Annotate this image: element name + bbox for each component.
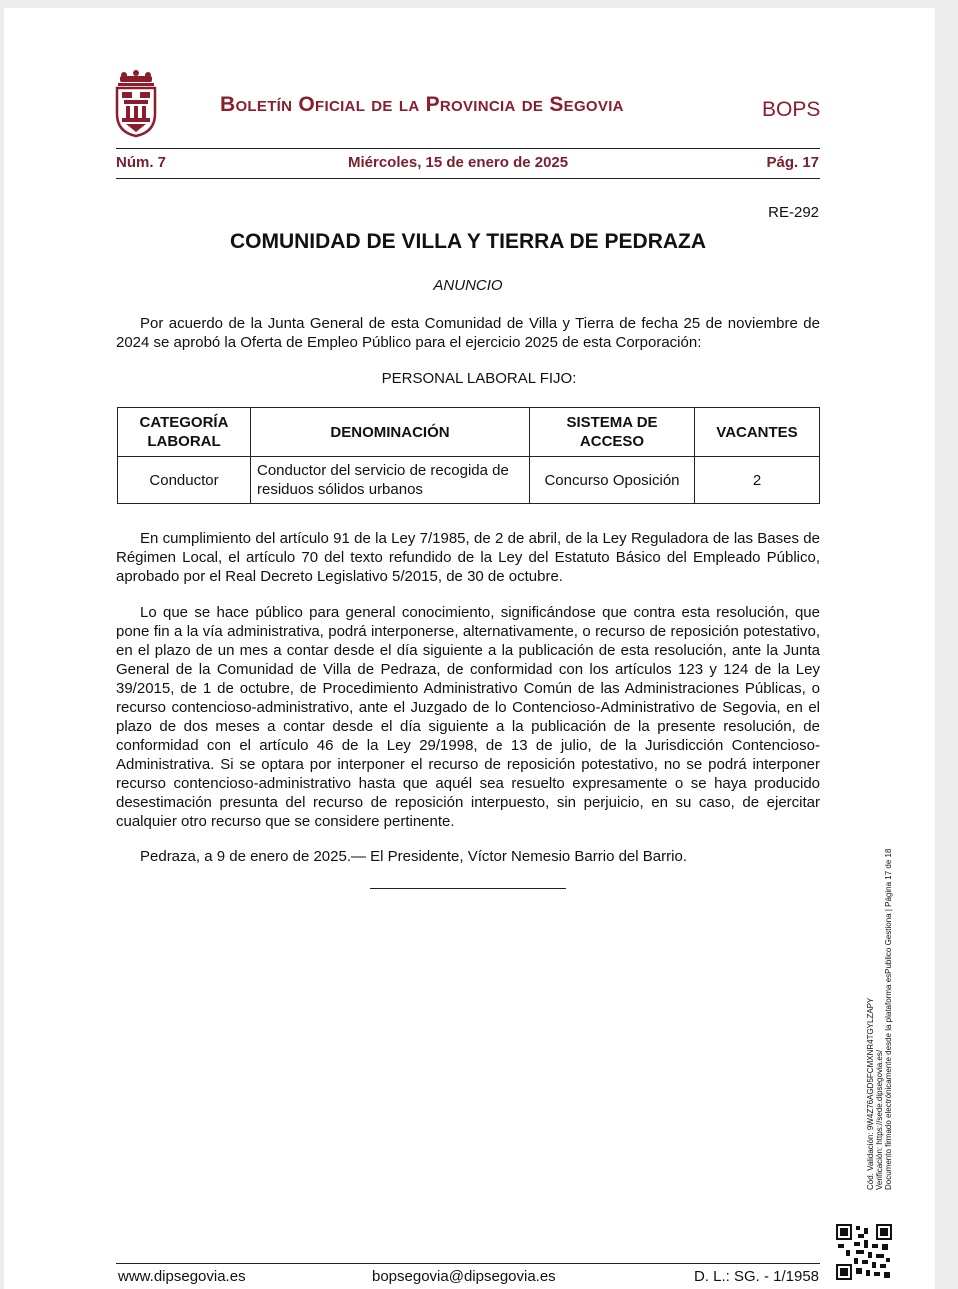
table-row bbox=[118, 457, 820, 504]
validation-note bbox=[866, 849, 893, 1190]
table-header-row bbox=[118, 408, 820, 457]
table-cell: Concurso Oposición bbox=[530, 457, 695, 504]
validation-code: Cód. Validación: 9W4Z76AGD5FCMXNR4TGYLZAPY bbox=[866, 997, 875, 1190]
section-label: PERSONAL LABORAL FIJO: bbox=[381, 370, 577, 387]
column-header: VACANTES bbox=[695, 408, 820, 457]
footer-website: www.dipsegovia.es bbox=[118, 1268, 246, 1285]
footer-legal-deposit: D. L.: SG. - 1/1958 bbox=[693, 1268, 819, 1285]
issue-number: Núm. 7 bbox=[116, 154, 167, 171]
verification-url: Verificación: https://sede.dipsegovia.es/ bbox=[875, 1049, 884, 1190]
closing-separator bbox=[370, 888, 566, 889]
announcement-heading: COMUNIDAD DE VILLA Y TIERRA DE PEDRAZA bbox=[229, 230, 707, 253]
appeal-paragraph: Lo que se hace público para general conocimiento, significándose que contra esta resolución, que pone fin a la vía administrativa, podrá interponerse, alternativamente, o recurso de reposición potestativo, en el plazo de un mes a contar desde el día siguiente a la publicación de esta resolución, ante la Junta General de la Comunidad de Villa de Pedraza, de conformidad con los artículos 123 y 124 de la Ley 39/2015, de 1 de octubre, de Procedimiento Administrativo Común de las Administraciones Públicas, o recurso contencioso-administrativo, ante el Juzgado de lo Contencioso-Administrativo de Segovia, en el plazo de dos meses a contar desde el día siguiente a la publicación de la presente resolución, de conformidad con el artículo 46 de la Ley 29/1998, de 13 de julio, de la Jurisdicción Contencioso-Administrativa. Si se optara por interponer el recurso de reposición potestativo, no se podrá interponer recurso contencioso-administrativo hasta que aquél sea resuelto expresamente o se haya producido desestimación presunta del recurso de reposición interpuesto, sin perjuicio, en su caso, de ejercitar cualquier otro recurso que se considere pertinente. bbox=[116, 604, 820, 830]
table-cell: Conductor del servicio de recogida de residuos sólidos urbanos bbox=[251, 457, 530, 504]
job-offer-table bbox=[117, 407, 820, 504]
header-rule-bottom bbox=[116, 178, 820, 179]
column-header: SISTEMA DE ACCESO bbox=[530, 408, 695, 457]
page-number: Pág. 17 bbox=[766, 154, 819, 171]
column-header: DENOMINACIÓN bbox=[251, 408, 530, 457]
bulletin-abbrev: BOPS bbox=[762, 98, 821, 121]
signature-note: Documento firmado electrónicamente desde la plataforma esPublico Gestiona | Página 17 de 18 bbox=[884, 848, 893, 1190]
reference-code: RE-292 bbox=[768, 204, 819, 221]
bulletin-title: Boletín Oficial de la Provincia de Segovia bbox=[220, 93, 624, 116]
footer-email: bopsegovia@dipsegovia.es bbox=[372, 1268, 556, 1285]
table-cell: 2 bbox=[695, 457, 820, 504]
qr-code-icon bbox=[836, 1224, 892, 1280]
intro-paragraph: Por acuerdo de la Junta General de esta Comunidad de Villa y Tierra de fecha 25 de noviembre de 2024 se aprobó la Oferta de Empleo Público para el ejercicio 2025 de esta Corporación: bbox=[116, 315, 820, 351]
header-rule-top bbox=[116, 148, 820, 149]
announcement-subheading: ANUNCIO bbox=[433, 277, 503, 294]
signature-line: Pedraza, a 9 de enero de 2025.— El Presidente, Víctor Nemesio Barrio del Barrio. bbox=[140, 848, 687, 865]
footer-rule bbox=[116, 1263, 820, 1264]
legal-paragraph: En cumplimiento del artículo 91 de la Ley 7/1985, de 2 de abril, de la Ley Reguladora de las Bases de Régimen Local, el artículo 70 del texto refundido de la Ley del Estatuto Básico del Empleado Público, aprobado por el Real Decreto Legislativo 5/2015, de 30 de octubre. bbox=[116, 530, 820, 585]
column-header: CATEGORÍA LABORAL bbox=[118, 408, 251, 457]
issue-date: Miércoles, 15 de enero de 2025 bbox=[348, 154, 569, 171]
segovia-coat-of-arms-icon bbox=[112, 70, 160, 138]
table-cell: Conductor bbox=[118, 457, 251, 504]
